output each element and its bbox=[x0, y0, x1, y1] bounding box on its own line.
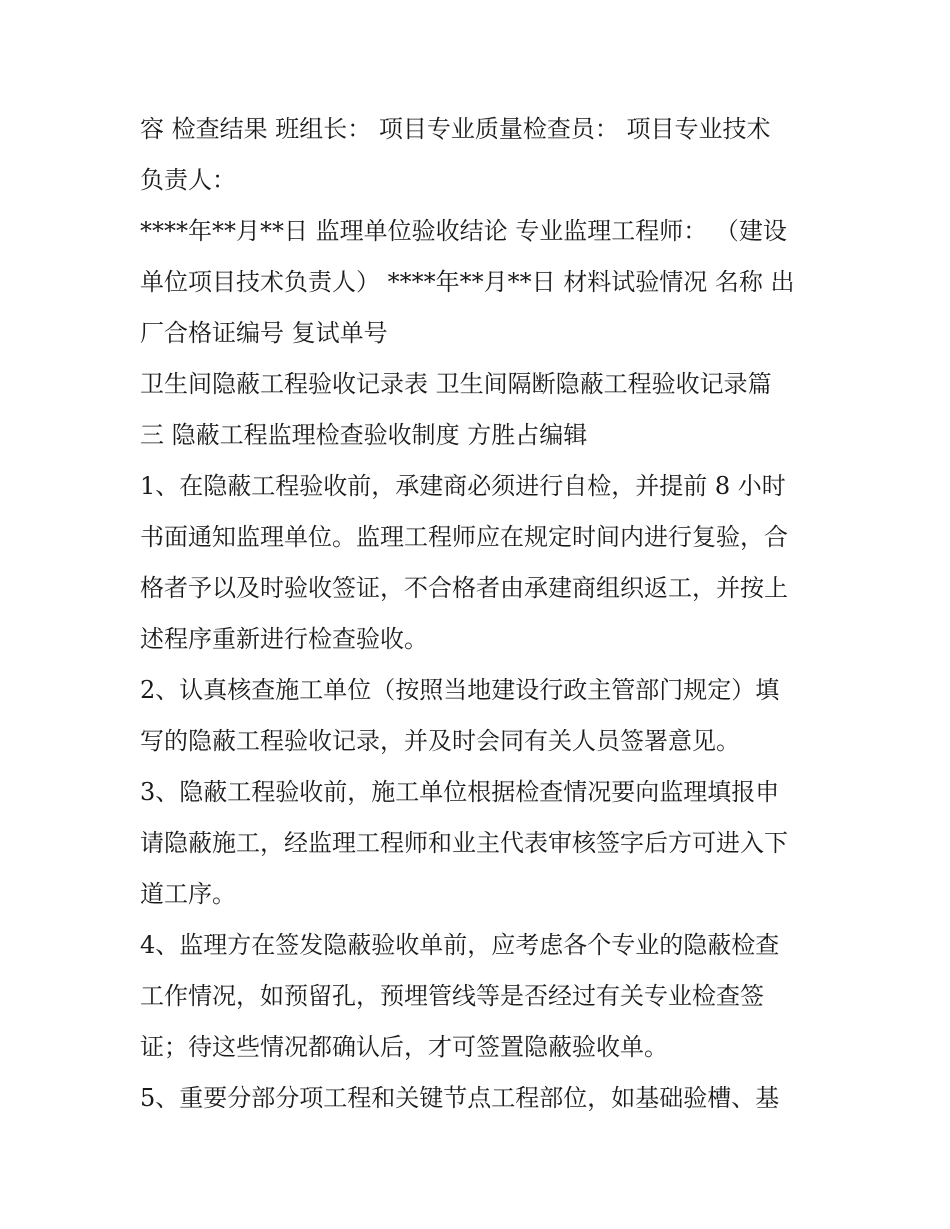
paragraph-3-line-2: 请隐蔽施工，经监理工程师和业主代表审核签字后方可进入下 bbox=[140, 829, 788, 857]
paragraph-1-line-2: 书面通知监理单位。监理工程师应在规定时间内进行复验，合 bbox=[140, 523, 788, 551]
paragraph-1-line-4: 述程序重新进行检查验收。 bbox=[140, 625, 428, 653]
paragraph-2-line-1: 2、认真核查施工单位（按照当地建设行政主管部门规定）填 bbox=[140, 676, 780, 704]
text-line-1: 容 检查结果 班组长： 项目专业质量检查员： 项目专业技术 bbox=[140, 115, 771, 143]
text-line-6: 卫生间隐蔽工程验收记录表 卫生间隔断隐蔽工程验收记录篇 bbox=[140, 370, 772, 398]
paragraph-4-line-1: 4、监理方在签发隐蔽验收单前，应考虑各个专业的隐蔽检查 bbox=[140, 931, 780, 959]
paragraph-3-line-3: 道工序。 bbox=[140, 880, 236, 908]
text-line-5: 厂合格证编号 复试单号 bbox=[140, 319, 388, 347]
text-line-2: 负责人： bbox=[140, 166, 236, 194]
text-line-7: 三 隐蔽工程监理检查验收制度 方胜占编辑 bbox=[140, 421, 588, 449]
paragraph-2-line-2: 写的隐蔽工程验收记录，并及时会同有关人员签署意见。 bbox=[140, 727, 740, 755]
document-body bbox=[140, 104, 820, 1124]
paragraph-1-line-1: 1、在隐蔽工程验收前，承建商必须进行自检，并提前 8 小时 bbox=[140, 472, 786, 500]
paragraph-4-line-3: 证；待这些情况都确认后，才可签置隐蔽验收单。 bbox=[140, 1033, 668, 1061]
paragraph-3-line-1: 3、隐蔽工程验收前，施工单位根据检查情况要向监理填报申 bbox=[140, 778, 780, 806]
paragraph-4-line-2: 工作情况，如预留孔，预埋管线等是否经过有关专业检查签 bbox=[140, 982, 764, 1010]
paragraph-1-line-3: 格者予以及时验收签证，不合格者由承建商组织返工，并按上 bbox=[140, 574, 788, 602]
text-line-3: ****年**月**日 监理单位验收结论 专业监理工程师： （建设 bbox=[140, 217, 787, 245]
text-line-4: 单位项目技术负责人） ****年**月**日 材料试验情况 名称 出 bbox=[140, 268, 795, 296]
paragraph-5-line-1: 5、重要分部分项工程和关键节点工程部位，如基础验槽、基 bbox=[140, 1084, 780, 1112]
